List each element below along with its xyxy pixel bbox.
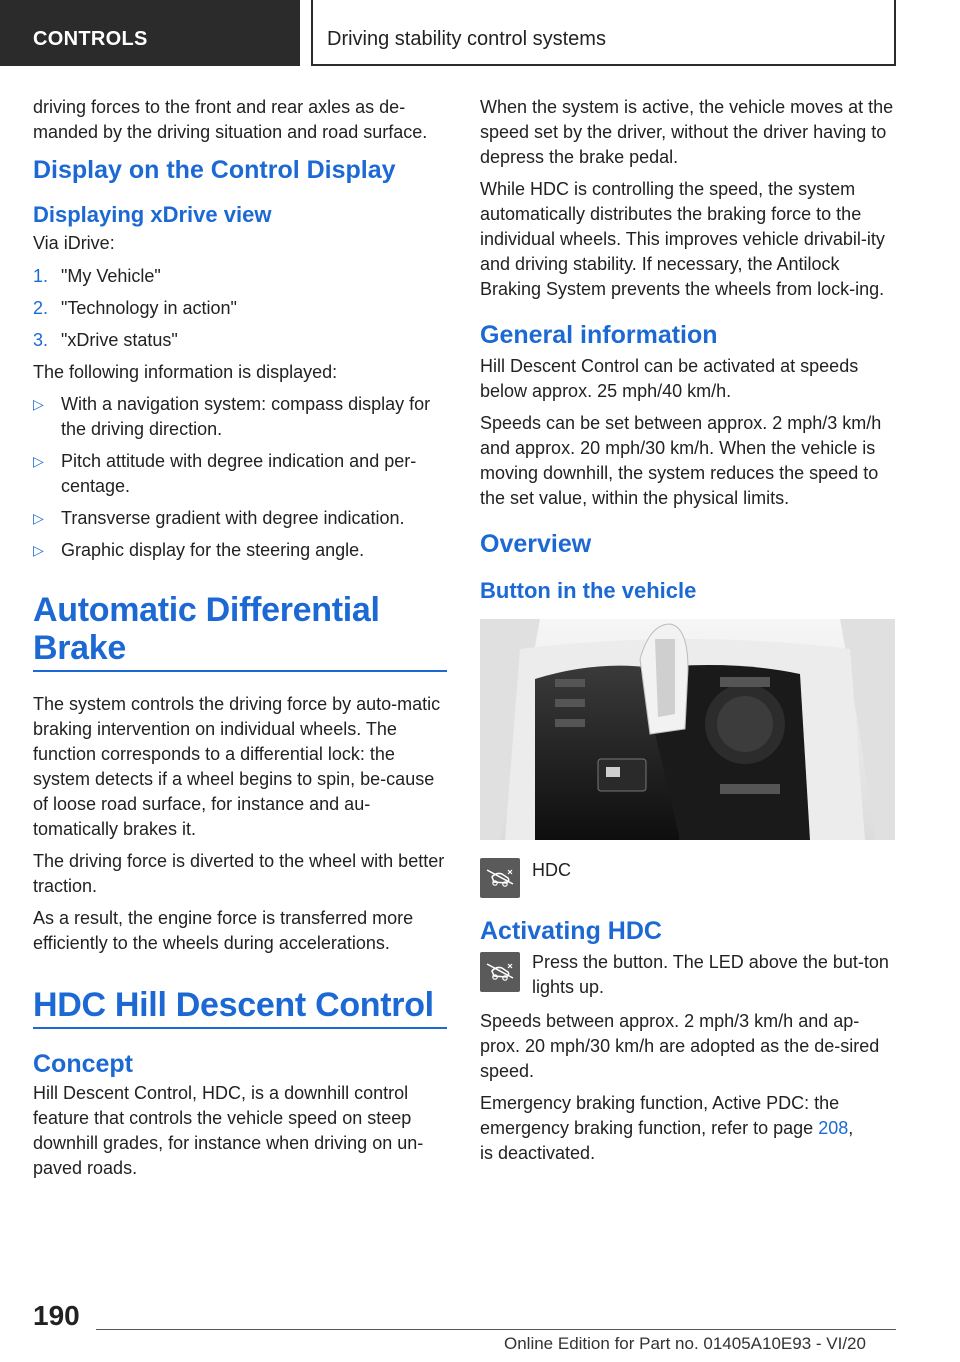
list-item	[33, 506, 447, 531]
idrive-steps	[33, 264, 447, 353]
bullet-text: With a navigation system: compass display for the driving direction.	[61, 394, 431, 439]
hdc-icon	[480, 952, 520, 992]
step-text: "Technology in action"	[61, 298, 237, 318]
distribution-paragraph: While HDC is controlling the speed, the system automatically distributes the braking force to the individual wheels. This improves vehicle drivabil-ity and driving stability. If necessary, the Antilock Braking System prevents the wheels from lock-ing.	[480, 179, 885, 299]
adb-paragraph-2: The driving force is diverted to the wheel with better traction.	[33, 851, 445, 896]
triangle-bullet-icon: ▷	[33, 453, 44, 469]
emergency-comma: ,	[848, 1118, 854, 1138]
list-item	[33, 449, 447, 499]
footer-divider	[96, 1329, 896, 1330]
right-column	[480, 95, 895, 1173]
active-paragraph: When the system is active, the vehicle moves at the speed set by the driver, without the driver having to depress the brake pedal.	[480, 97, 894, 167]
adb-paragraph-3: As a result, the engine force is transferred more efficiently to the wheels during accelerations.	[33, 908, 414, 953]
bullet-text: Pitch attitude with degree indication and per-centage.	[61, 451, 417, 496]
section-tab	[0, 0, 300, 66]
step-number: 1.	[33, 266, 49, 286]
left-column	[33, 95, 447, 1188]
list-item	[33, 296, 447, 321]
info-bullets	[33, 392, 447, 563]
following-info: The following information is displayed:	[33, 362, 338, 382]
hdc-heading: HDC Hill Descent Control	[33, 986, 447, 1029]
list-item	[33, 538, 447, 563]
triangle-bullet-icon: ▷	[33, 396, 44, 412]
general-paragraph-2: Speeds can be set between approx. 2 mph/3 km/h and approx. 20 mph/30 km/h. When the vehicle is moving downhill, the system reduces the speed to the set value, within the physical limits.	[480, 413, 882, 508]
bullet-text: Transverse gradient with degree indication.	[61, 508, 405, 528]
xdrive-heading: Displaying xDrive view	[33, 202, 272, 227]
page-208-link[interactable]: 208	[818, 1118, 849, 1138]
activating-heading: Activating HDC	[480, 917, 662, 945]
bullet-text: Graphic display for the steering angle.	[61, 540, 365, 560]
chapter-tab	[311, 0, 896, 66]
overview-heading: Overview	[480, 530, 592, 558]
via-idrive: Via iDrive:	[33, 233, 115, 253]
list-item	[33, 392, 447, 442]
step-text: "xDrive status"	[61, 330, 178, 350]
triangle-bullet-icon: ▷	[33, 510, 44, 526]
adb-paragraph-1: The system controls the driving force by auto-matic braking intervention on individual wheels. The function corresponds to a differential lock: the system detects if a wheel begins to spin, be-cause of loose road surface, for instance and au-tomatically brakes it.	[33, 694, 441, 839]
emergency-paragraph	[480, 1091, 895, 1166]
concept-heading: Concept	[33, 1050, 133, 1078]
emergency-end: is deactivated.	[480, 1143, 596, 1163]
adb-heading: Automatic Differential Brake	[33, 591, 447, 672]
hdc-label: HDC	[532, 860, 571, 880]
page-number: 190	[33, 1300, 80, 1331]
list-item	[33, 264, 447, 289]
step-number: 2.	[33, 298, 49, 318]
intro-paragraph: driving forces to the front and rear axles as de-manded by the driving situation and road surface.	[33, 97, 428, 142]
triangle-bullet-icon: ▷	[33, 542, 44, 558]
chapter-title: Driving stability control systems	[327, 28, 606, 50]
center-console-photo	[480, 619, 895, 840]
step-text: "My Vehicle"	[61, 266, 161, 286]
list-item	[33, 328, 447, 353]
general-heading: General information	[480, 321, 718, 349]
center-console-illustration	[480, 619, 895, 840]
concept-paragraph: Hill Descent Control, HDC, is a downhill control feature that controls the vehicle speed on steep downhill grades, for instance when driving on un-paved roads.	[33, 1083, 424, 1178]
speeds-paragraph: Speeds between approx. 2 mph/3 km/h and ap-prox. 20 mph/30 km/h are adopted as the de-sired speed.	[480, 1011, 880, 1081]
section-title: CONTROLS	[33, 28, 148, 50]
display-heading: Display on the Control Display	[33, 156, 396, 184]
activating-text: Press the button. The LED above the but-ton lights up.	[532, 952, 889, 997]
button-heading: Button in the vehicle	[480, 578, 697, 603]
activating-row	[480, 950, 895, 1002]
general-paragraph-1: Hill Descent Control can be activated at speeds below approx. 25 mph/40 km/h.	[480, 356, 859, 401]
hdc-button-legend	[480, 858, 895, 916]
emergency-text: Emergency braking function, Active PDC: the emergency braking function, refer to page	[480, 1093, 840, 1138]
hdc-icon	[480, 858, 520, 898]
edition-note: Online Edition for Part no. 01405A10E93 - VI/20	[504, 1334, 866, 1353]
step-number: 3.	[33, 330, 49, 350]
